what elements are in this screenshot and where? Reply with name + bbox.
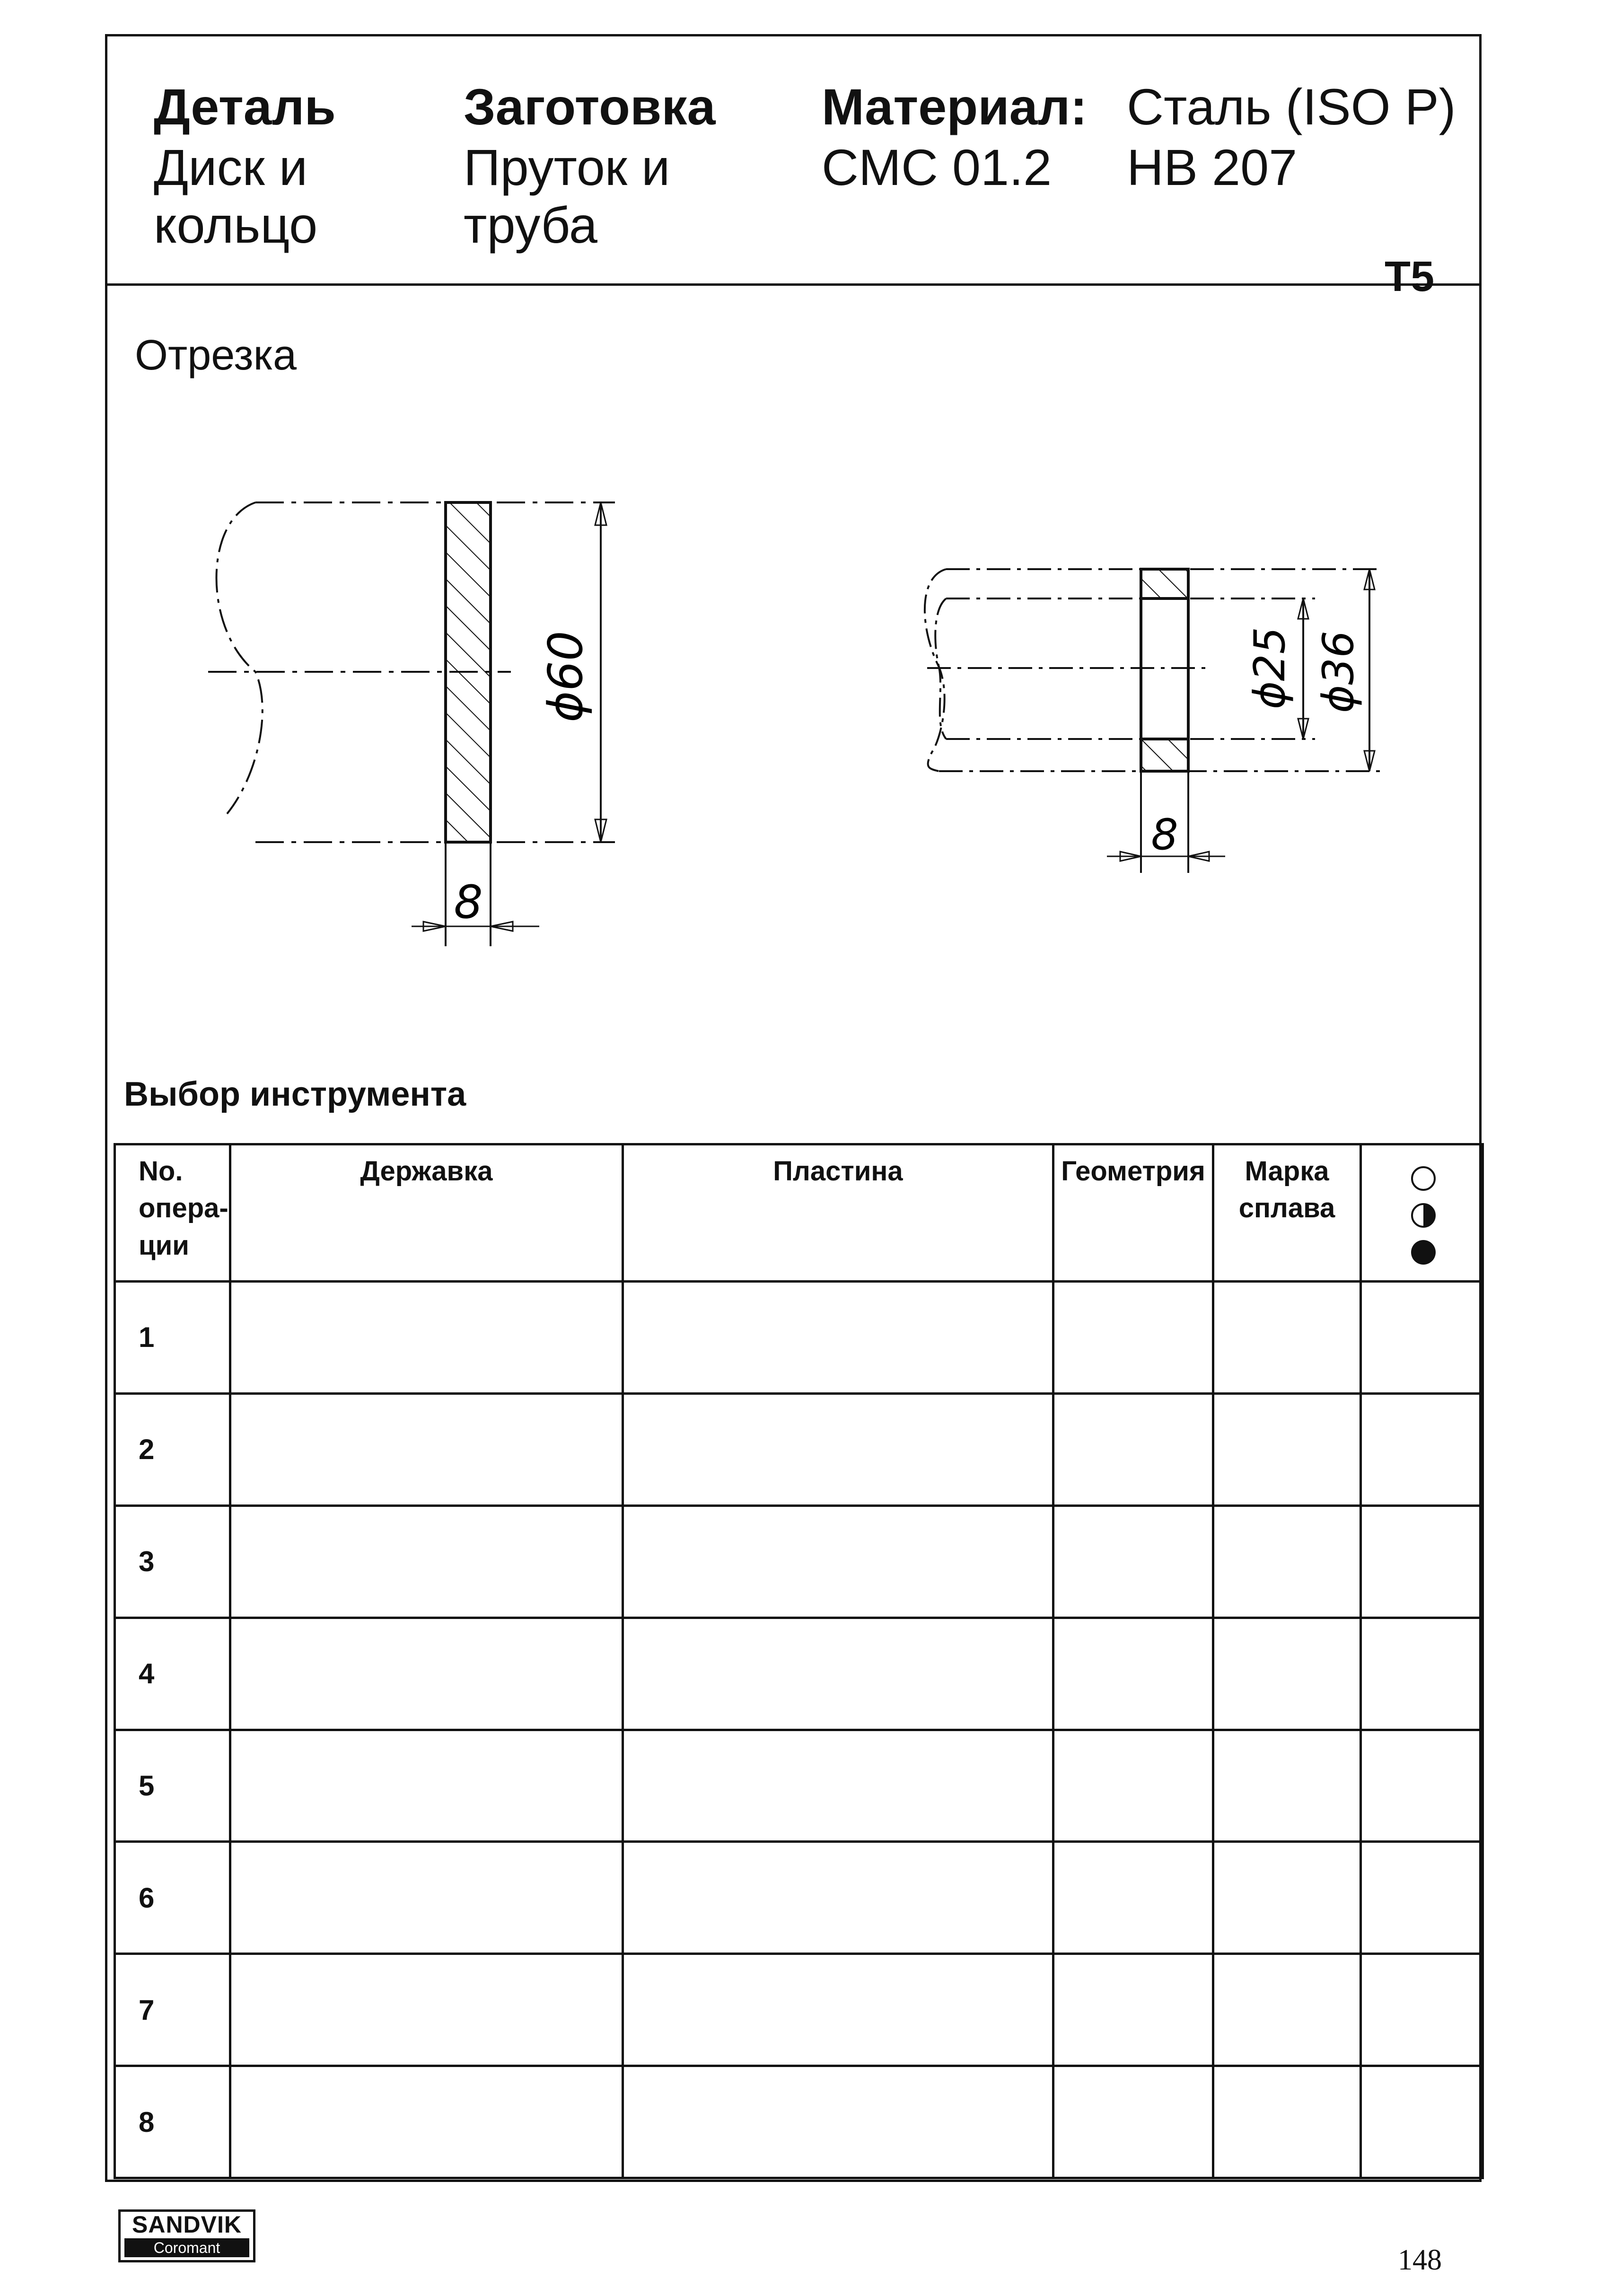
conditions-cell[interactable] (1361, 1282, 1483, 1394)
grade-cell[interactable] (1213, 1842, 1361, 1954)
insert-cell[interactable] (623, 1842, 1053, 1954)
insert-cell[interactable] (623, 1282, 1053, 1394)
geometry-cell[interactable] (1053, 2066, 1213, 2178)
table-header-row (115, 1144, 1483, 1282)
conditions-cell[interactable] (1361, 1505, 1483, 1618)
conditions-cell[interactable] (1361, 2066, 1483, 2178)
operation-number: 8 (115, 2066, 230, 2178)
tool-selection-table (114, 1143, 1484, 2179)
geometry-cell[interactable] (1053, 1618, 1213, 1730)
grade-cell[interactable] (1213, 1618, 1361, 1730)
grade-cell[interactable] (1213, 1954, 1361, 2066)
hardness-value: HB 207 (1127, 139, 1298, 196)
logo-brand: SANDVIK (132, 2211, 242, 2238)
sandvik-logo (118, 2209, 255, 2262)
operation-number: 7 (115, 1954, 230, 2066)
conditions-cell[interactable] (1361, 1730, 1483, 1842)
material-code: CMC 01.2 (822, 139, 1052, 196)
geometry-cell[interactable] (1053, 1282, 1213, 1394)
conditions-cell[interactable] (1361, 1618, 1483, 1730)
filled-circle-icon (1411, 1240, 1436, 1265)
operation-number: 3 (115, 1505, 230, 1618)
table-row (115, 1282, 1483, 1394)
table-row (115, 1954, 1483, 2066)
insert-cell[interactable] (623, 1730, 1053, 1842)
conditions-cell[interactable] (1361, 1842, 1483, 1954)
geometry-cell[interactable] (1053, 1505, 1213, 1618)
header-block (105, 34, 1482, 300)
blank-value-line1: Пруток и (464, 139, 670, 196)
ring-outer-diameter-label: ϕ36 (1314, 631, 1363, 713)
blank-value-line2: труба (464, 196, 597, 254)
column-header-insert: Пластина (623, 1144, 1053, 1282)
geometry-cell[interactable] (1053, 1954, 1213, 2066)
holder-cell[interactable] (230, 2066, 623, 2178)
table-row (115, 2066, 1483, 2178)
half-circle-icon (1412, 1204, 1435, 1227)
holder-cell[interactable] (230, 1954, 623, 2066)
table-row (115, 1730, 1483, 1842)
column-header-geometry: Геометрия (1053, 1144, 1213, 1282)
table-row (115, 1618, 1483, 1730)
table-row (115, 1842, 1483, 1954)
holder-cell[interactable] (230, 1618, 623, 1730)
grade-cell[interactable] (1213, 1505, 1361, 1618)
ring-drawing (925, 569, 1381, 873)
grade-cell[interactable] (1213, 1393, 1361, 1505)
detail-label: Деталь (154, 78, 336, 135)
ring-inner-diameter-label: ϕ25 (1245, 627, 1295, 709)
holder-cell[interactable] (230, 1393, 623, 1505)
technical-drawing (105, 286, 1482, 1104)
logo-subbrand: Coromant (124, 2238, 249, 2257)
detail-value-line1: Диск и (154, 139, 308, 196)
conditions-cell[interactable] (1361, 1393, 1483, 1505)
insert-cell[interactable] (623, 2066, 1053, 2178)
disc-drawing (208, 502, 615, 946)
geometry-cell[interactable] (1053, 1393, 1213, 1505)
operation-number: 5 (115, 1730, 230, 1842)
insert-cell[interactable] (623, 1505, 1053, 1618)
blank-label: Заготовка (464, 78, 716, 135)
section-title: Отрезка (135, 332, 297, 379)
operation-number: 2 (115, 1393, 230, 1505)
disc-diameter-label: ϕ60 (538, 631, 593, 722)
column-header-holder: Державка (230, 1144, 623, 1282)
grade-cell[interactable] (1213, 1282, 1361, 1394)
table-body (115, 1282, 1483, 2178)
material-value: Сталь (ISO P) (1127, 78, 1456, 135)
geometry-cell[interactable] (1053, 1842, 1213, 1954)
detail-value-line2: кольцо (154, 196, 318, 254)
ring-width-label: 8 (1151, 810, 1178, 860)
disc-width-label: 8 (454, 876, 483, 929)
column-header-grade: Марка сплава (1213, 1144, 1361, 1282)
holder-cell[interactable] (230, 1282, 623, 1394)
column-header-operation: No. опера- ции (115, 1144, 230, 1282)
column-header-conditions (1361, 1144, 1483, 1282)
conditions-cell[interactable] (1361, 1954, 1483, 2066)
tool-selection-title: Выбор инструмента (124, 1075, 466, 1113)
operation-number: 6 (115, 1842, 230, 1954)
sheet-tag: T5 (1384, 253, 1434, 300)
insert-cell[interactable] (623, 1954, 1053, 2066)
table-row (115, 1505, 1483, 1618)
operation-number: 4 (115, 1618, 230, 1730)
table-row (115, 1393, 1483, 1505)
grade-cell[interactable] (1213, 2066, 1361, 2178)
holder-cell[interactable] (230, 1730, 623, 1842)
holder-cell[interactable] (230, 1842, 623, 1954)
holder-cell[interactable] (230, 1505, 623, 1618)
geometry-cell[interactable] (1053, 1730, 1213, 1842)
insert-cell[interactable] (623, 1393, 1053, 1505)
material-label: Материал: (822, 78, 1088, 135)
operation-number: 1 (115, 1282, 230, 1394)
grade-cell[interactable] (1213, 1730, 1361, 1842)
insert-cell[interactable] (623, 1618, 1053, 1730)
open-circle-icon (1412, 1167, 1435, 1190)
page-number: 148 (1398, 2244, 1442, 2276)
